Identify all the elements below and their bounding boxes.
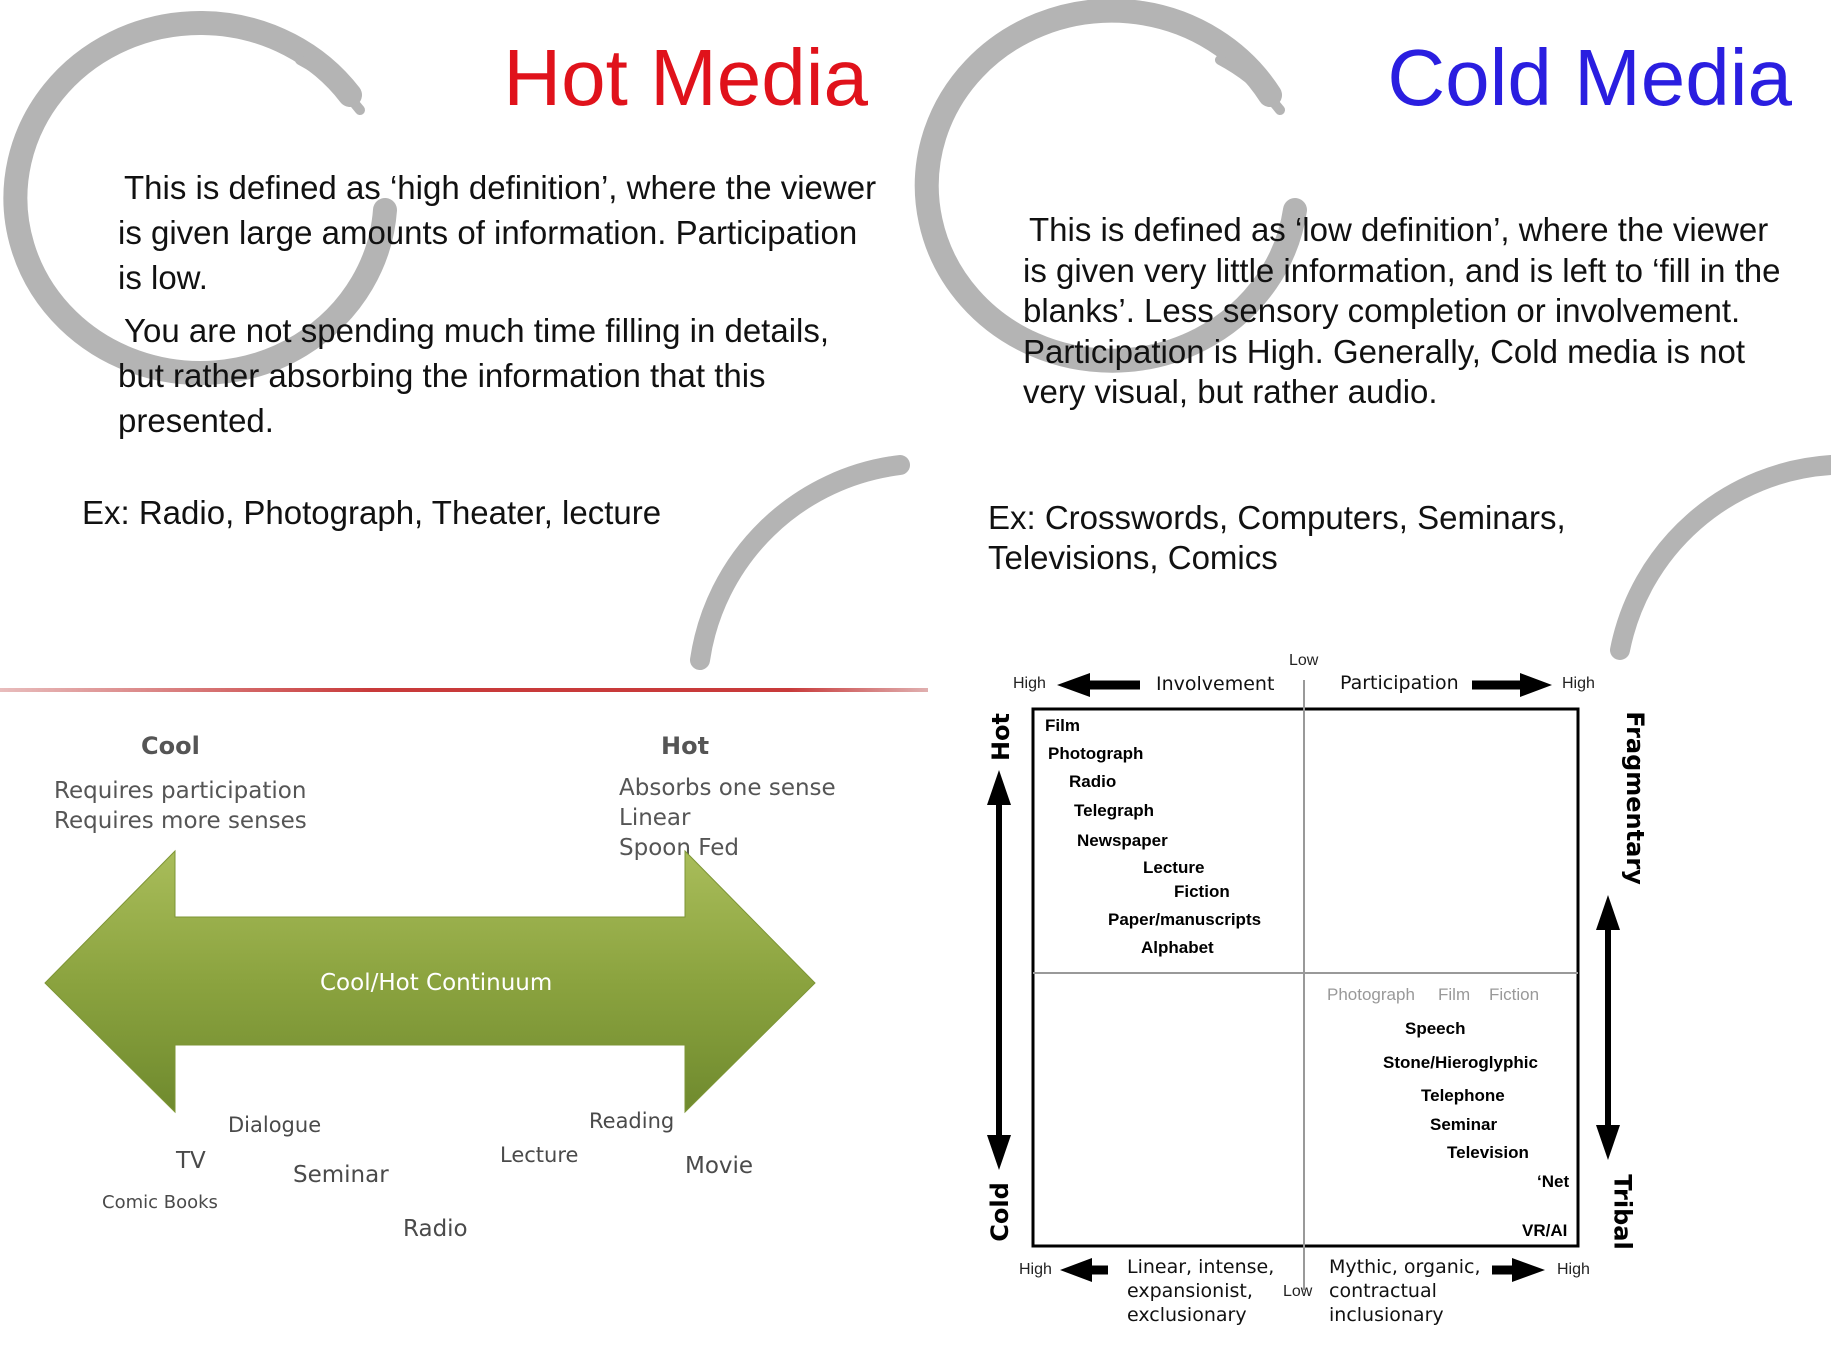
hot-line-1: Absorbs one sense (619, 775, 836, 801)
grid-item-telegraph: Telegraph (1074, 801, 1154, 820)
hot-media-paragraph-2: You are not spending much time filling in details, but rather absorbing the information that this presented. (118, 312, 830, 439)
grid-item-photograph: Photograph (1048, 744, 1144, 763)
grid-bottom-right-text (1329, 1255, 1481, 1327)
grid-bottom-right-line-1: Mythic, organic, (1329, 1256, 1481, 1278)
grid-grey-film: Film (1438, 985, 1471, 1004)
grid-top-participation: Participation (1340, 672, 1459, 694)
grid-item-seminar: Seminar (1430, 1115, 1498, 1134)
left-arrowhead-up (987, 770, 1011, 805)
grid-top-involvement: Involvement (1156, 673, 1275, 695)
grid-top-high-left: High (1013, 675, 1046, 692)
cold-media-description: This is defined as ‘low definition’, where the viewer is given very little information, and is left to ‘fill in the blanks’. Less sensory completion or involvement. Participation is High. Generally, Cold media is not very visual, but rather audio. (1023, 211, 1781, 410)
grid-bottom-left-text (1127, 1255, 1274, 1327)
bottom-right-arrowhead (1512, 1258, 1545, 1282)
grid-grey-photograph: Photograph (1327, 985, 1415, 1004)
grid-grey-fiction: Fiction (1489, 985, 1540, 1004)
cool-line-2: Requires more senses (54, 808, 307, 834)
grid-item-film: Film (1045, 716, 1080, 735)
grid-item-net: ‘Net (1537, 1172, 1570, 1191)
continuum-item-radio: Radio (403, 1216, 468, 1242)
grid-item-vr-ai: VR/AI (1522, 1221, 1568, 1240)
continuum-item-reading: Reading (589, 1109, 675, 1133)
grid-left-hot: Hot (987, 712, 1016, 762)
grid-right-fragmentary: Fragmentary (1620, 711, 1649, 885)
hot-heading: Hot (661, 732, 710, 760)
grid-bottom-left-line-2: expansionist, (1127, 1280, 1253, 1302)
grid-bottom-left-line-3: exclusionary (1127, 1304, 1247, 1326)
cold-media-examples-text: Ex: Crosswords, Computers, Seminars, Televisions, Comics (988, 499, 1566, 576)
top-right-arrowhead (1520, 673, 1552, 697)
hot-media-title: Hot Media (503, 33, 868, 122)
grid-item-television: Television (1447, 1143, 1529, 1162)
hot-line-3: Spoon Fed (619, 835, 739, 861)
grid-left-cold: Cold (985, 1182, 1014, 1242)
grid-bottom-high-left: High (1019, 1261, 1052, 1278)
hot-line-2: Linear (619, 805, 691, 831)
right-arrowhead-up (1596, 895, 1620, 930)
cool-heading: Cool (141, 732, 200, 760)
continuum-item-lecture: Lecture (500, 1143, 579, 1167)
continuum-item-tv: TV (176, 1148, 206, 1174)
continuum-item-dialogue: Dialogue (228, 1113, 322, 1137)
bottom-left-arrowhead (1060, 1258, 1092, 1282)
grid-item-fiction: Fiction (1174, 882, 1230, 901)
grid-item-radio: Radio (1069, 772, 1117, 791)
grid-bottom-right-line-3: inclusionary (1329, 1304, 1444, 1326)
continuum-item-comic-books: Comic Books (102, 1192, 218, 1213)
grid-bottom-low: Low (1283, 1283, 1313, 1300)
grid-item-stone-hieroglyphic: Stone/Hieroglyphic (1383, 1053, 1538, 1072)
hot-media-paragraph-1: This is defined as ‘high definition’, where the viewer is given large amounts of information. Participation is low. (118, 169, 877, 296)
continuum-item-movie: Movie (685, 1153, 754, 1179)
grid-item-newspaper: Newspaper (1077, 831, 1168, 850)
grid-item-alphabet: Alphabet (1141, 938, 1214, 957)
left-arrowhead-down (987, 1135, 1011, 1170)
continuum-label: Cool/Hot Continuum (320, 970, 553, 996)
continuum-item-seminar: Seminar (293, 1162, 389, 1188)
grid-top-low: Low (1289, 652, 1319, 669)
cold-media-title: Cold Media (1387, 33, 1792, 122)
grid-bottom-high-right: High (1557, 1261, 1590, 1278)
cool-line-1: Requires participation (54, 778, 307, 804)
grid-right-tribal: Tribal (1608, 1174, 1637, 1250)
grid-item-speech: Speech (1405, 1019, 1466, 1038)
grid-item-telephone: Telephone (1421, 1086, 1505, 1105)
top-left-arrowhead (1057, 673, 1090, 697)
grid-item-lecture: Lecture (1143, 858, 1205, 877)
grid-item-paper-manuscripts: Paper/manuscripts (1108, 910, 1262, 929)
grid-bottom-left-line-1: Linear, intense, (1127, 1256, 1275, 1278)
grid-top-high-right: High (1562, 675, 1595, 692)
right-arrowhead-down (1596, 1125, 1620, 1160)
grid-bottom-right-line-2: contractual (1329, 1280, 1437, 1302)
hot-media-examples: Ex: Radio, Photograph, Theater, lecture (82, 494, 662, 531)
